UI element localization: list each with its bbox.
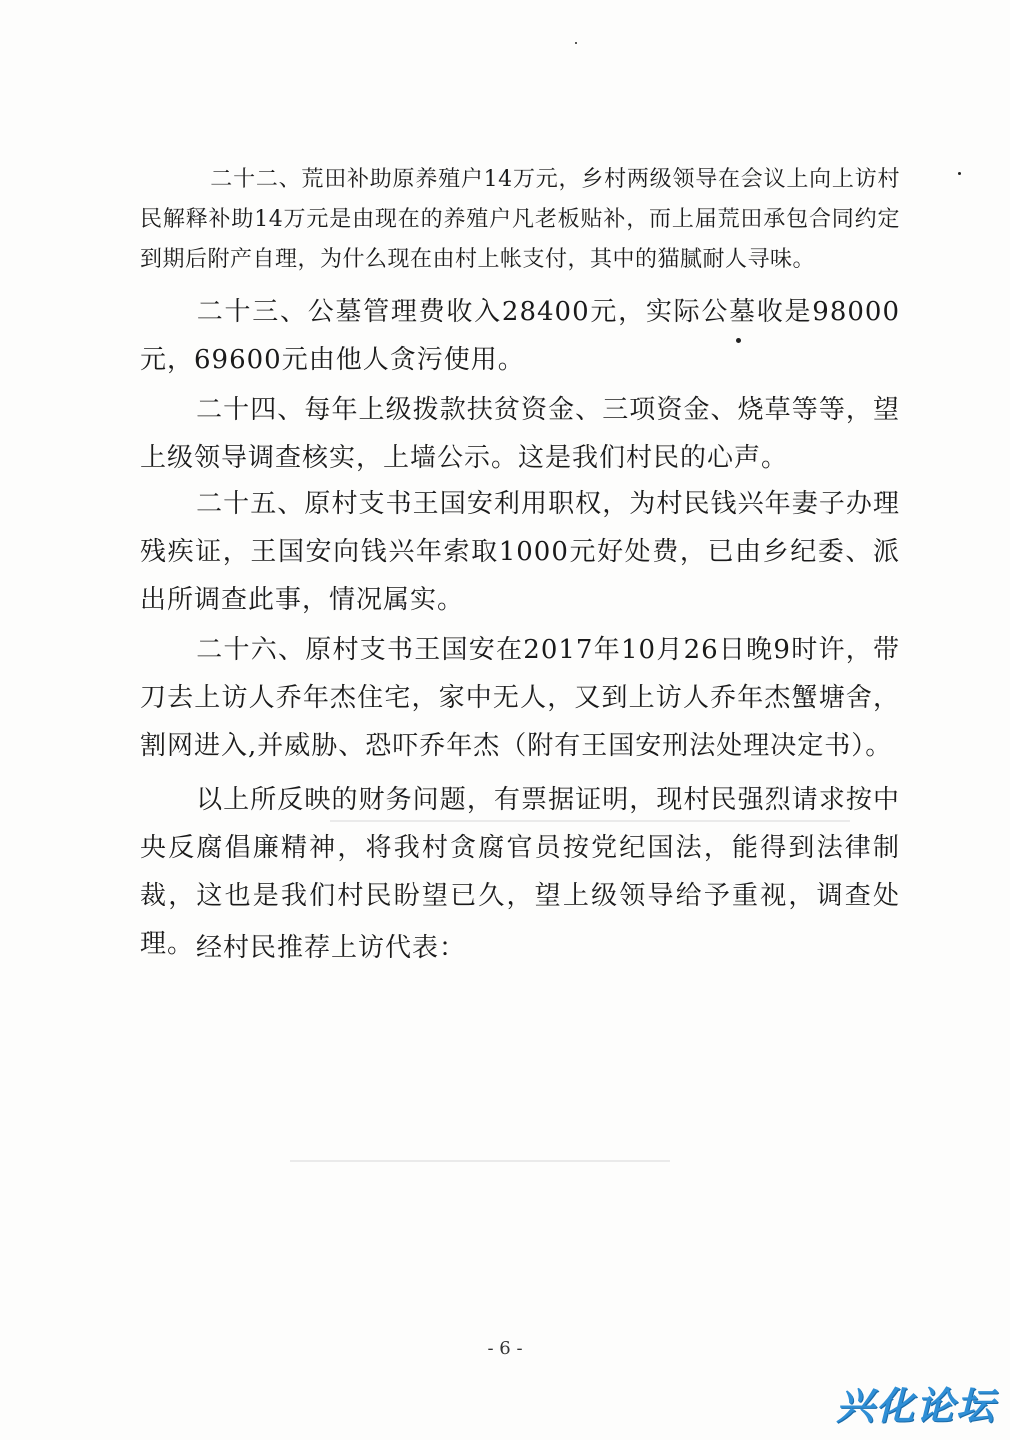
paragraph-26-text: 二十六、原村支书王国安在2017年10月26日晚9时许，带刀去上访人乔年杰住宅，家中无人，又到上访人乔年杰蟹塘舍，割网进入,并威胁、恐吓乔年杰（附有王国安刑法处理决定书）。 [140,635,900,761]
scan-speck [736,338,741,343]
paragraph-summary-text: 以上所反映的财务问题，有票据证明，现村民强烈请求按中央反腐倡廉精神，将我村贪腐官员按党纪国法，能得到法律制裁，这也是我们村民盼望已久，望上级领导给予重视，调查处理。 [140,785,900,959]
bleed-through-line [290,1160,670,1162]
paragraph-representatives [140,924,900,972]
paragraph-25-text: 二十五、原村支书王国安利用职权，为村民钱兴年妻子办理残疾证，王国安向钱兴年索取1000元好处费，已由乡纪委、派出所调查此事，情况属实。 [140,489,900,615]
paragraph-22-text: 二十二、荒田补助原养殖户14万元，乡村两级领导在会议上向上访村民解释补助14万元是由现在的养殖户凡老板贴补，而上届荒田承包合同约定到期后附产自理，为什么现在由村上帐支付，其中的猫腻耐人寻味。 [140,167,900,272]
paragraph-24-text: 二十四、每年上级拨款扶贫资金、三项资金、烧草等等，望上级领导调查核实，上墙公示。这是我们村民的心声。 [140,395,900,473]
page-number: - 6 - [487,1338,523,1359]
paragraph-22 [140,160,900,280]
scan-speck [575,42,577,44]
paragraph-26 [140,626,900,770]
paragraph-25 [140,480,900,624]
scan-speck [958,172,961,175]
bleed-through-line [330,820,850,822]
paragraph-23 [140,288,900,384]
paragraph-representatives-text: 经村民推荐上访代表： [196,933,467,963]
forum-watermark-logo: 兴化论坛 [835,1384,996,1428]
paragraph-24 [140,386,900,482]
paragraph-23-text: 二十三、公墓管理费收入28400元，实际公墓收是98000元，69600元由他人贪污使用。 [140,297,900,375]
